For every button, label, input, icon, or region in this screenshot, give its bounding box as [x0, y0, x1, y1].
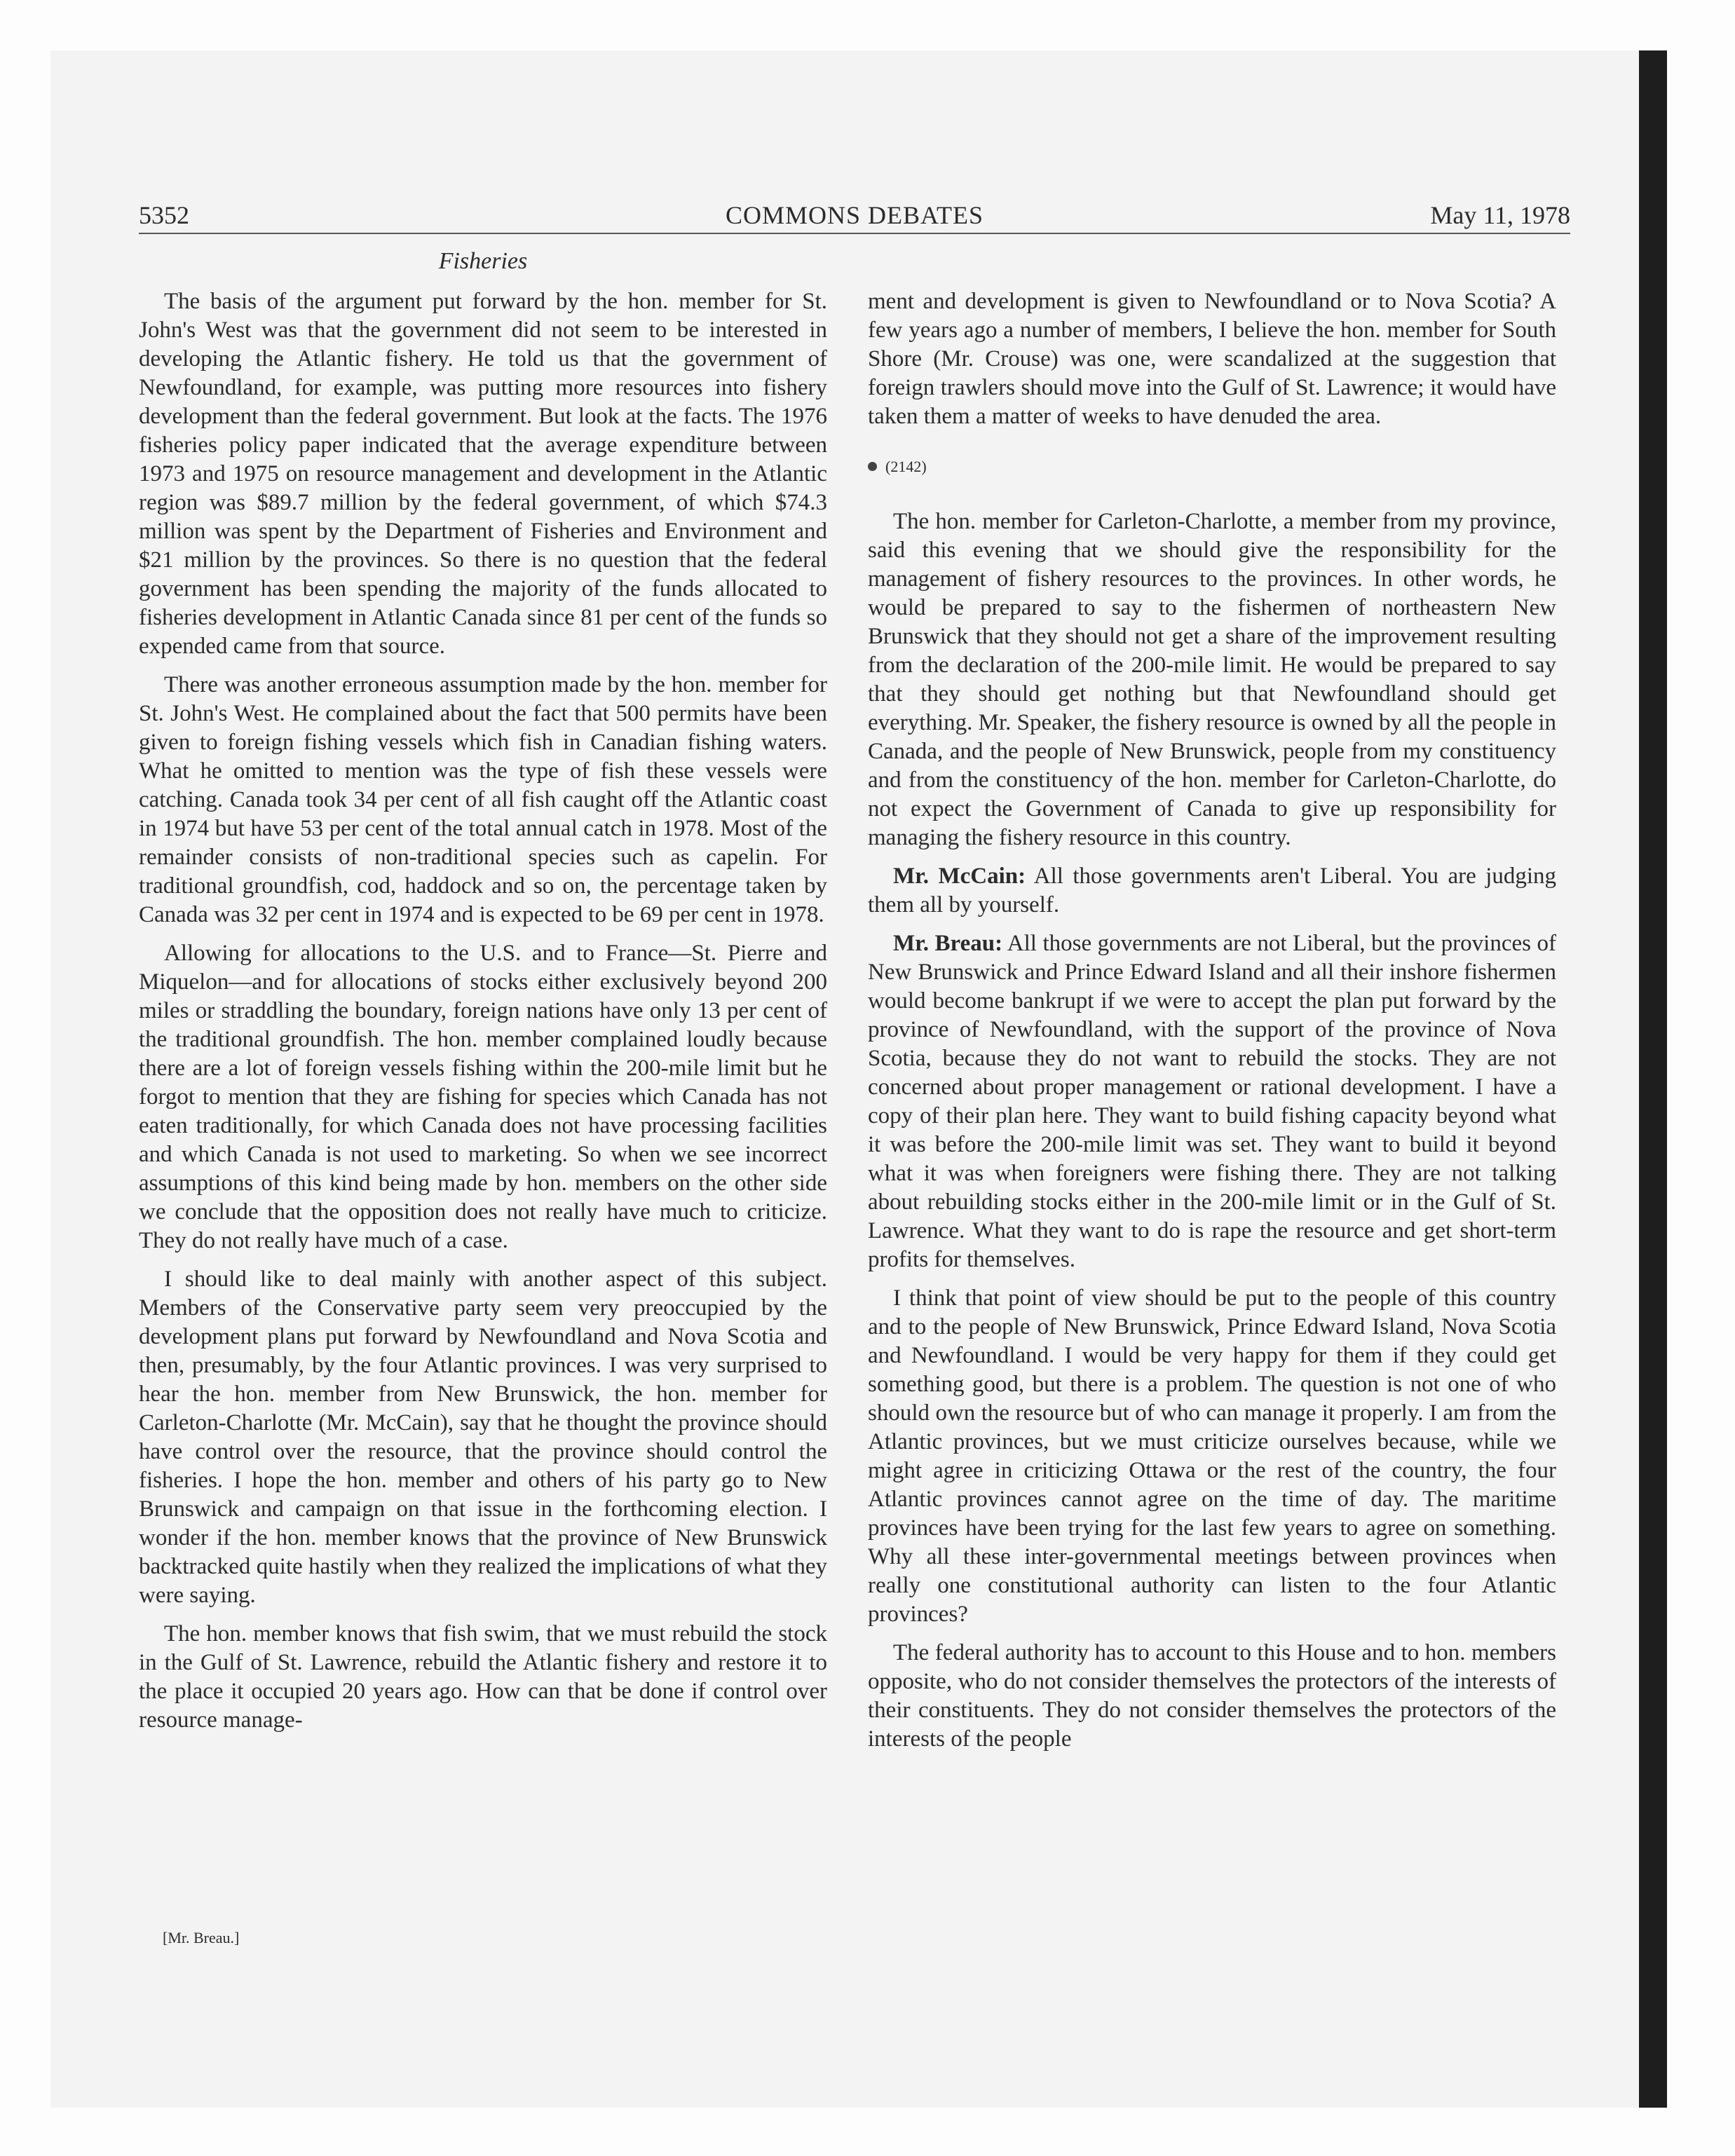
paragraph: The hon. member knows that fish swim, that we must rebuild the stock in the Gulf of St. Lawrence, rebuild the Atlantic fishery and restore it to the place it occupied 20 years ago. How can that be done if control over resource manage-	[139, 1621, 827, 1733]
scan-edge-bar	[1639, 50, 1667, 2108]
paragraph: There was another erroneous assumption made by the hon. member for St. John's West. He complained about the fact that 500 permits have been given to foreign fishing vessels which fish in Canadian fishing waters. What he omitted to mention was the type of fish these vessels were catching. Canada took 34 per cent of all fish caught off the Atlantic coast in 1974 but have 53 per cent of the total annual catch in 1978. Most of the remainder consists of non-traditional species such as capelin. For traditional groundfish, cod, haddock and so on, the percentage taken by Canada was 32 per cent in 1974 and is expected to be 69 per cent in 1978.	[139, 672, 827, 927]
speech-mccain	[868, 862, 1556, 920]
time-marker-label: (2142)	[885, 458, 927, 475]
time-marker	[868, 452, 1556, 481]
page-number: 5352	[139, 201, 189, 229]
speech-text: All those governments aren't Liberal. You are judging them all by yourself.	[868, 864, 1557, 917]
right-column	[868, 287, 1556, 1763]
publication-date: May 11, 1978	[1430, 201, 1570, 229]
paragraph: The basis of the argument put forward by the hon. member for St. John's West was that the government did not seem to be interested in developing the Atlantic fishery. He told us that the government of Newfoundland, for example, was putting more resources into fishery development than the federal government. But look at the facts. The 1976 fisheries policy paper indicated that the average expenditure between 1973 and 1975 on resource management and development in the Atlantic region was $89.7 million by the federal government, of which $74.3 million was spent by the Department of Fisheries and Environment and $21 million by the provinces. So there is no question that the federal government has been spending the majority of the funds allocated to fisheries development in Atlantic Canada since 81 per cent of the funds so expended came from that source.	[139, 289, 827, 659]
speaker-footer-note: [Mr. Breau.]	[163, 1929, 240, 1946]
speech-text: All those governments are not Liberal, but the provinces of New Brunswick and Prince Edward Island and all their inshore fishermen would become bankrupt if we were to accept the plan put forward by the province of Newfoundland, with the support of the province of Nova Scotia, because they do not want to rebuild the stocks. They are not concerned about proper management or rational development. I have a copy of their plan here. They want to build fishing capacity beyond what it was before the 200-mile limit was set. They want to build it beyond what it was when foreigners were fishing there. They are not talking about rebuilding stocks either in the 200-mile limit or in the Gulf of St. Lawrence. What they want to do is rape the resource and get short-term profits for themselves.	[868, 931, 1556, 1272]
publication-title: COMMONS DEBATES	[725, 201, 984, 229]
paragraph: The federal authority has to account to this House and to hon. members opposite, who do not consider themselves the protectors of the interests of their constituents. They do not consider themselves the protectors of the interests of the people	[868, 1640, 1556, 1752]
paragraph-continuation: ment and development is given to Newfoundland or to Nova Scotia? A few years ago a number of members, I believe the hon. member for South Shore (Mr. Crouse) was one, were scandalized at the suggestion that foreign trawlers should move into the Gulf of St. Lawrence; it would have taken them a matter of weeks to have denuded the area.	[868, 289, 1556, 429]
page-header	[139, 198, 1570, 234]
speaker-name: Mr. McCain:	[893, 864, 1026, 889]
paragraph: I think that point of view should be put to the people of this country and to the people of New Brunswick, Prince Edward Island, Nova Scotia and Newfoundland. I would be very happy for them if they could get something good, but there is a problem. The question is not one of who should own the resource but of who can manage it properly. I am from the Atlantic provinces, but we must criticize ourselves because, while we might agree in criticizing Ottawa or the rest of the country, the four Atlantic provinces cannot agree on the time of day. The maritime provinces have been trying for the last few years to agree on something. Why all these inter-governmental meetings between provinces when really one constitutional authority can listen to the four Atlantic provinces?	[868, 1285, 1556, 1627]
section-title: Fisheries	[438, 248, 528, 274]
left-column	[139, 287, 827, 1745]
speaker-name: Mr. Breau:	[893, 931, 1003, 956]
speech-breau	[868, 929, 1556, 1274]
paragraph: I should like to deal mainly with another aspect of this subject. Members of the Conservative party seem very preoccupied by the development plans put forward by Newfoundland and Nova Scotia and then, presumably, by the four Atlantic provinces. I was very surprised to hear the hon. member from New Brunswick, the hon. member for Carleton-Charlotte (Mr. McCain), say that he thought the province should have control over the resource, that the province should control the fisheries. I hope the hon. member and others of his party go to New Brunswick and campaign on that issue in the forthcoming election. I wonder if the hon. member knows that the province of New Brunswick backtracked quite hastily when they realized the implications of what they were saying.	[139, 1267, 827, 1608]
paragraph: Allowing for allocations to the U.S. and to France—St. Pierre and Miquelon—and for allocations of stocks either exclusively beyond 200 miles or straddling the boundary, foreign nations have only 13 per cent of the traditional groundfish. The hon. member complained loudly because there are a lot of foreign vessels fishing within the 200-mile limit but he forgot to mention that they are fishing for species which Canada has not eaten traditionally, for which Canada does not have processing facilities and which Canada is not used to marketing. So when we see incorrect assumptions of this kind being made by hon. members on the other side we conclude that the opposition does not really have much to criticize. They do not really have much of a case.	[139, 941, 827, 1253]
bullet-dot-icon	[868, 462, 877, 471]
paragraph: The hon. member for Carleton-Charlotte, a member from my province, said this evening that we should give the responsibility for the management of fishery resources to the provinces. In other words, he would be prepared to say to the fishermen of northeastern New Brunswick that they should not get a share of the improvement resulting from the declaration of the 200-mile limit. He would be prepared to say that they should get nothing but that Newfoundland should get everything. Mr. Speaker, the fishery resource is owned by all the people in Canada, and the people of New Brunswick, people from my constituency and from the constituency of the hon. member for Carleton-Charlotte, do not expect the Government of Canada to give up responsibility for managing the fishery resource in this country.	[868, 509, 1556, 850]
